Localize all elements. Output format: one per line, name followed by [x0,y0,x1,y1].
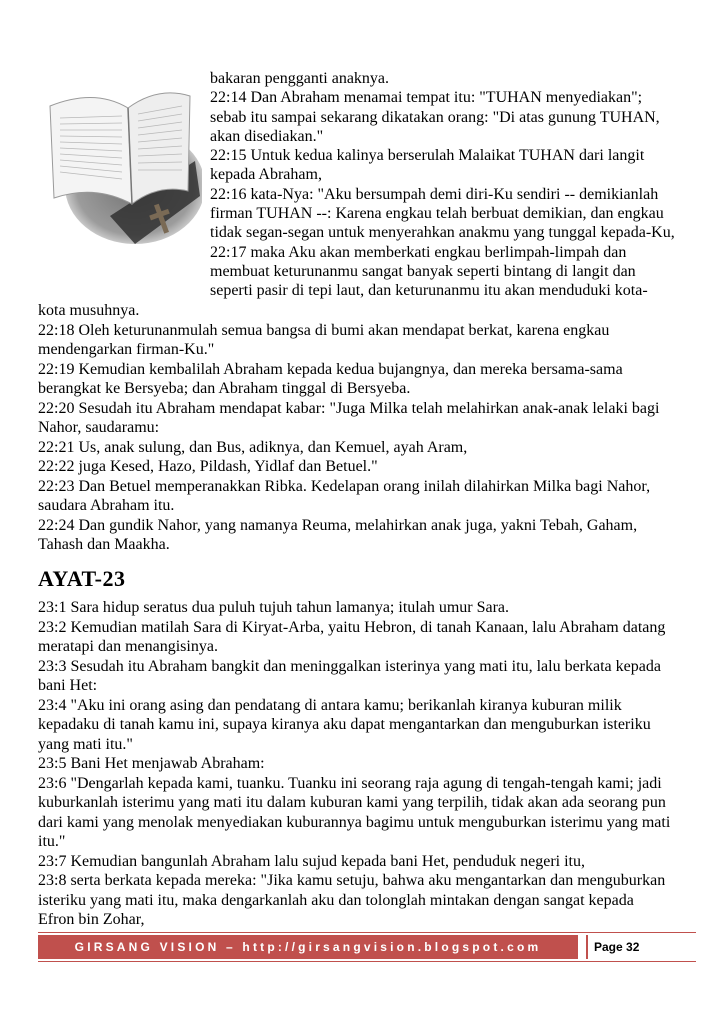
verse-line: 23:2 Kemudian matilah Sara di Kiryat-Arba, yaitu Hebron, di tanah Kanaan, lalu Abraham datang [38,618,666,636]
verse-line: 22:17 maka Aku akan memberkati engkau berlimpah-limpah dan [210,243,627,261]
footer-site-link[interactable]: GIRSANG VISION – http://girsangvision.blogspot.com [38,935,578,959]
verse-line: meratapi dan menangisinya. [38,638,218,655]
verse-line: 23:3 Sesudah itu Abraham bangkit dan meninggalkan isterinya yang mati itu, lalu berkata kepada [38,657,661,675]
verse-line: yang mati itu." [38,735,133,753]
verse-line: Efron bin Zohar, [38,911,145,928]
verse-line: Nahor, saudaramu: [38,419,160,436]
verse-line: saudara Abraham itu. [38,497,175,514]
verse-line: bakaran pengganti anaknya. [210,70,390,87]
verse-line: kuburkanlah isterimu yang mati itu dalam kuburan kami yang terpilih, tidak akan ada seorang pun [38,794,666,811]
verse-line: 22:22 juga Kesed, Hazo, Pildash, Yidlaf dan Betuel." [38,458,378,475]
verse-line: 22:24 Dan gundik Nahor, yang namanya Reuma, melahirkan anak juga, yakni Tebah, Gaham, [38,516,638,534]
verse-line: kepada Abraham, [210,166,322,184]
verse-line: Tahash dan Maakha. [38,536,170,553]
section-heading-ayat-23: AYAT-23 [38,566,126,591]
verse-line: 22:14 Dan Abraham menamai tempat itu: "TUHAN menyediakan"; [210,89,643,107]
verse-line: 23:4 "Aku ini orang asing dan pendatang di antara kamu; berikanlah kiranya kuburan milik [38,696,622,714]
verse-line: 22:19 Kemudian kembalilah Abraham kepada kedua bujangnya, dan mereka bersama-sama [38,360,623,378]
chapter-22-continued [38,301,706,555]
verse-line: seperti pasir di tepi laut, dan keturunanmu itu akan menduduki kota- [210,282,648,300]
verse-line: kepadaku di tanah kamu ini, supaya kiranya aku dapat mengantarkan dan menguburkan isteriku [38,716,651,733]
page-number: Page 32 [586,935,696,959]
verse-line: sebab itu sampai sekarang dikatakan orang: "Di atas gunung TUHAN, [210,108,660,126]
verse-line: 23:7 Kemudian bangunlah Abraham lalu sujud kepada bani Het, penduduk negeri itu, [38,852,585,870]
verse-line: 23:6 "Dengarlah kepada kami, tuanku. Tuanku ini seorang raja agung di tengah-tengah kami; jadi [38,774,662,792]
verse-line: 22:20 Sesudah itu Abraham mendapat kabar: "Juga Milka telah melahirkan anak-anak lelaki bagi [38,399,660,417]
verse-line: isteriku yang mati itu, maka dengarkanlah aku dan tolonglah mintakan dengan sangat kepada [38,891,634,909]
verse-line: 23:8 serta berkata kepada mereka: "Jika kamu setuju, bahwa aku mengantarkan dan menguburkan [38,872,666,889]
verse-line: firman TUHAN --: Karena engkau telah berbuat demikian, dan engkau [210,205,664,223]
verse-line: berangkat ke Bersyeba; dan Abraham tinggal di Bersyeba. [38,380,411,397]
verse-line: 22:15 Untuk kedua kalinya berserulah Malaikat TUHAN dari langit [210,147,645,165]
top-text-block [210,69,710,301]
verse-line: akan disediakan." [210,127,324,145]
verse-line: dari kami yang menolak menyediakan kuburannya bagimu untuk menguburkan isterimu yang mati [38,813,671,831]
page-footer [38,932,696,962]
verse-line: 23:1 Sara hidup seratus dua puluh tujuh tahun lamanya; itulah umur Sara. [38,599,510,616]
verse-line: 22:21 Us, anak sulung, dan Bus, adiknya, dan Kemuel, ayah Aram, [38,438,468,456]
verse-line: 22:23 Dan Betuel memperanakkan Ribka. Kedelapan orang inilah dilahirkan Milka bagi Nahor, [38,477,651,495]
verse-line: 22:16 kata-Nya: "Aku bersumpah demi diri-Ku sendiri -- demikianlah [210,185,659,203]
verse-line: mendengarkan firman-Ku." [38,341,215,358]
verse-line: 23:5 Bani Het menjawab Abraham: [38,755,265,772]
verse-line: kota musuhnya. [38,302,140,319]
verse-line: 22:18 Oleh keturunanmulah semua bangsa di bumi akan mendapat berkat, karena engkau [38,321,610,339]
verse-line: tidak segan-segan untuk menyerahkan anakmu yang tunggal kepada-Ku, [210,224,675,242]
open-bible-image [40,66,202,244]
verse-line: bani Het: [38,677,98,694]
chapter-23-text [38,598,706,930]
verse-line: membuat keturunanmu sangat banyak seperti bintang di langit dan [210,262,636,280]
verse-line: itu." [38,833,66,850]
